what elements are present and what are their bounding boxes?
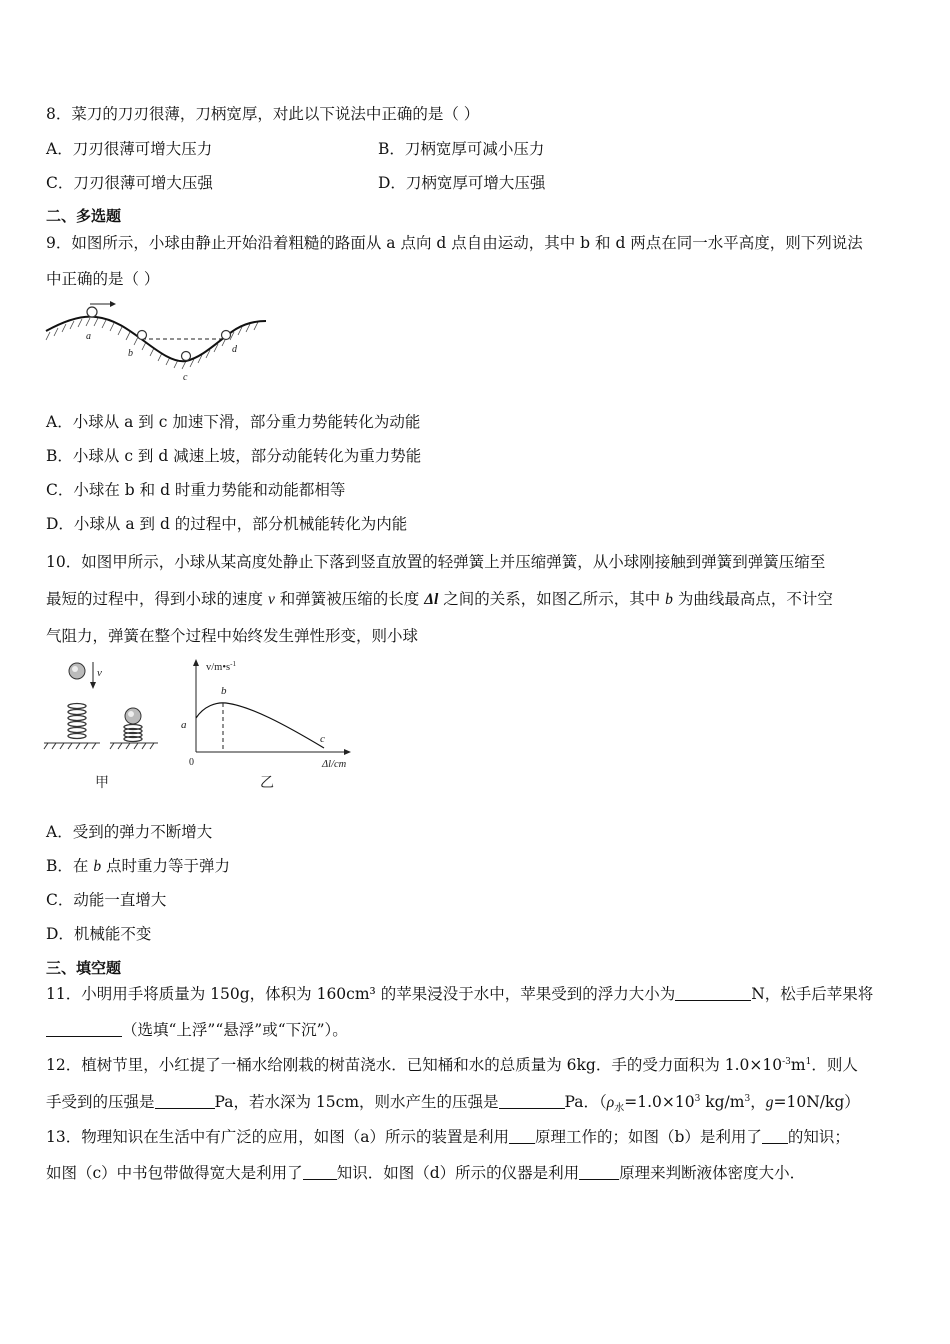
q13-blank-d[interactable] xyxy=(579,1165,619,1180)
q12-text: ．则人 xyxy=(811,1056,858,1074)
q10-figure-yi xyxy=(172,656,368,794)
q9-figure-track xyxy=(44,295,270,387)
q12-blank-water-pressure[interactable] xyxy=(499,1094,565,1109)
q10-option-b-text: 点时重力等于弹力 xyxy=(106,857,231,875)
q9-label-b: b xyxy=(128,348,133,359)
q10-spring-compressed xyxy=(124,725,142,742)
q9-label-d: d xyxy=(232,344,237,355)
q9-option-d: D．小球从 a 到 d 的过程中，部分机械能转化为内能 xyxy=(46,515,408,533)
q10-var-b: b xyxy=(665,591,673,608)
q11-text: N，松手后苹果将 xyxy=(751,985,874,1003)
q9-ball-a xyxy=(87,307,97,317)
q13-blank-c[interactable] xyxy=(303,1165,337,1180)
q12-text: 手受到的压强是 xyxy=(46,1093,155,1111)
q9-ground-hatching xyxy=(46,318,258,369)
q10-velocity-label: v xyxy=(97,667,102,679)
q8-stem: 8．菜刀的刀刃很薄，刀柄宽厚，对此以下说法中正确的是（ ） xyxy=(46,105,480,123)
q9-ball-c xyxy=(182,352,191,361)
q11-text: （选填“上浮”“悬浮”或“下沉”）。 xyxy=(122,1021,348,1039)
q10-stem-text: 最短的过程中，得到小球的速度 xyxy=(46,590,264,608)
q12-text: 12．植树节里，小红提了一桶水给刚栽的树苗浇水．已知桶和水的总质量为 6kg．手的受力面积为 1.0×10 xyxy=(46,1056,783,1074)
q12-sup: -3 xyxy=(782,1057,791,1067)
q12-text: =10N/kg） xyxy=(773,1093,860,1111)
q12-text: =1.0×10 xyxy=(624,1093,695,1111)
q13-text: 知识．如图（d）所示的仪器是利用 xyxy=(336,1164,580,1182)
q10-figure-jia xyxy=(40,656,170,794)
q10-var-delta-l: Δl xyxy=(424,591,439,608)
q10-stem-text: 之间的关系，如图乙所示，其中 xyxy=(443,590,661,608)
q10-y-axis-label: $v/m•s^{-1}$ xyxy=(206,660,236,673)
q10-var-v: v xyxy=(267,591,275,608)
q11-text: 11．小明用手将质量为 150g，体积为 160cm³ 的苹果浸没于水中，苹果受到的浮力大小为 xyxy=(46,985,676,1003)
q12-text: ， xyxy=(750,1093,766,1111)
q10-spring-uncompressed xyxy=(68,704,86,739)
q10-option-a: A．受到的弹力不断增大 xyxy=(46,823,213,841)
section-fill-in: 三、填空题 xyxy=(46,959,122,977)
q9-label-c: c xyxy=(183,372,188,383)
q10-origin-label: 0 xyxy=(189,757,194,768)
q8-option-a: A．刀刃很薄可增大压力 xyxy=(46,140,213,158)
q8-option-c: C．刀刃很薄可增大压强 xyxy=(46,174,213,192)
q12-sup: 3 xyxy=(694,1094,701,1104)
q9-stem-line2: 中正确的是（ ） xyxy=(46,270,160,288)
q12-text: m xyxy=(790,1056,806,1074)
q10-option-d: D．机械能不变 xyxy=(46,925,152,943)
q10-point-c: c xyxy=(320,733,325,745)
q12-blank-hand-pressure[interactable] xyxy=(155,1094,215,1109)
q10-caption-jia: 甲 xyxy=(95,776,109,791)
q10-stem-text: 为曲线最高点，不计空 xyxy=(677,590,833,608)
q9-option-a: A．小球从 a 到 c 加速下滑，部分重力势能转化为动能 xyxy=(46,413,421,431)
q12-line1 xyxy=(46,1053,858,1075)
q8-option-d: D．刀柄宽厚可增大压强 xyxy=(378,174,546,192)
q10-stem-text: 和弹簧被压缩的长度 xyxy=(279,590,420,608)
q13-line2 xyxy=(46,1161,805,1183)
q12-text: Pa．（ xyxy=(564,1093,607,1111)
q12-sup: 3 xyxy=(744,1094,751,1104)
q10-point-a: a xyxy=(181,719,187,731)
q13-line1 xyxy=(46,1125,850,1147)
q10-stem-line2 xyxy=(46,587,833,609)
q10-caption-yi: 乙 xyxy=(260,776,274,791)
q9-option-b: B．小球从 c 到 d 减速上坡，部分动能转化为重力势能 xyxy=(46,447,422,465)
q10-stem-line3: 气阻力，弹簧在整个过程中始终发生弹性形变，则小球 xyxy=(46,627,419,645)
q13-text: 原理工作的；如图（b）是利用了 xyxy=(534,1128,762,1146)
q10-ground xyxy=(44,743,158,749)
q9-motion-arrow xyxy=(90,301,116,307)
q13-text: 原理来判断液体密度大小． xyxy=(619,1164,806,1182)
q13-blank-b[interactable] xyxy=(762,1129,788,1144)
q10-point-b: b xyxy=(221,685,227,697)
q10-option-b-text: B．在 xyxy=(46,857,89,875)
q9-option-c: C．小球在 b 和 d 时重力势能和动能都相等 xyxy=(46,481,346,499)
section-multiple-choice: 二、多选题 xyxy=(46,207,122,225)
q13-text: 的知识； xyxy=(787,1128,850,1146)
q13-blank-a[interactable] xyxy=(509,1129,535,1144)
q10-option-b xyxy=(46,854,230,876)
q11-line2 xyxy=(46,1018,348,1040)
q9-stem-line1: 9．如图所示，小球由静止开始沿着粗糙的路面从 a 点向 d 点自由运动，其中 b 和 d 两点在同一水平高度，则下列说法 xyxy=(46,234,863,252)
q12-g: g xyxy=(765,1094,774,1111)
q12-text: Pa，若水深为 15cm，则水产生的压强是 xyxy=(214,1093,499,1111)
q10-option-c: C．动能一直增大 xyxy=(46,891,167,909)
q12-rho-sub: 水 xyxy=(614,1103,625,1115)
q10-velocity-curve xyxy=(196,703,324,748)
q8-option-b: B．刀柄宽厚可减小压力 xyxy=(378,140,545,158)
q10-x-axis-label: Δl/cm xyxy=(322,759,347,770)
q9-ball-d xyxy=(222,331,231,340)
q11-line1 xyxy=(46,982,873,1004)
q11-blank-buoyancy[interactable] xyxy=(675,986,751,1001)
q12-rho: ρ xyxy=(606,1094,615,1111)
q10-stem-line1: 10．如图甲所示，小球从某高度处静止下落到竖直放置的轻弹簧上并压缩弹簧，从小球刚接触到弹簧到弹簧压缩至 xyxy=(46,553,826,571)
q12-text: kg/m xyxy=(700,1093,745,1111)
q12-sup: 1 xyxy=(805,1057,812,1067)
q12-line2 xyxy=(46,1090,860,1115)
q11-blank-motion[interactable] xyxy=(46,1022,122,1037)
q9-ball-b xyxy=(138,331,147,340)
q10-option-b-var: b xyxy=(93,858,102,875)
q9-label-a: a xyxy=(86,331,91,342)
q13-text: 13．物理知识在生活中有广泛的应用，如图（a）所示的装置是利用 xyxy=(46,1128,509,1146)
q13-text: 如图（c）中书包带做得宽大是利用了 xyxy=(46,1164,303,1182)
